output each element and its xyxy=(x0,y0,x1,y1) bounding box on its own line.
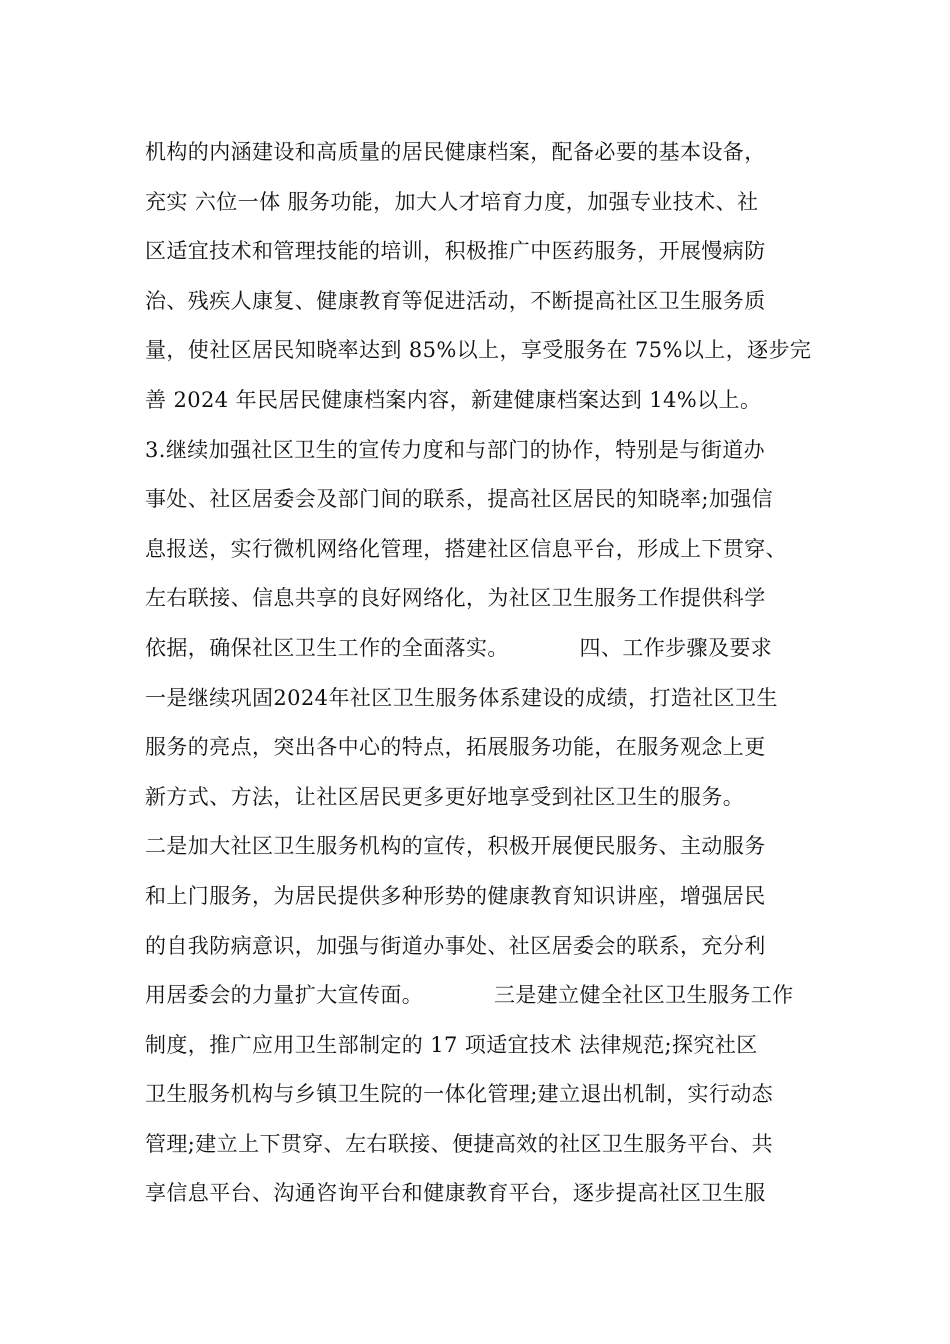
text-line: 和上门服务，为居民提供多种形势的健康教育知识讲座，增强居民 xyxy=(145,883,766,908)
text-line: 治、残疾人康复、健康教育等促进活动，不断提高社区卫生服务质 xyxy=(145,288,766,313)
text-line: 善 2024 年民居民健康档案内容，新建健康档案达到 14%以上。 xyxy=(145,387,762,412)
text-line: 事处、社区居委会及部门间的联系，提高社区居民的知晓率;加强信 xyxy=(145,487,774,512)
text-line: 量，使社区居民知晓率达到 85%以上，享受服务在 75%以上，逐步完 xyxy=(145,338,812,363)
text-line: 机构的内涵建设和高质量的居民健康档案，配备必要的基本设备， xyxy=(145,140,766,164)
text-line: 服务的亮点，突出各中心的特点，拓展服务功能，在服务观念上更 xyxy=(145,735,766,760)
text-line: 的自我防病意识，加强与街道办事处、社区居委会的联系，充分利 xyxy=(145,933,766,958)
text-line: 制度，推广应用卫生部制定的 17 项适宜技术 法律规范;探究社区 xyxy=(145,1032,758,1057)
text-line: 管理;建立上下贯穿、左右联接、便捷高效的社区卫生服务平台、共 xyxy=(145,1131,774,1156)
text-line: 卫生服务机构与乡镇卫生院的一体化管理;建立退出机制，实行动态 xyxy=(145,1082,774,1107)
body-text xyxy=(145,128,825,1219)
text-line: 用居委会的力量扩大宣传面。 三是建立健全社区卫生服务工作 xyxy=(145,983,794,1008)
text-line: 新方式、方法，让社区居民更多更好地享受到社区卫生的服务。 xyxy=(145,784,745,809)
text-line: 一是继续巩固2024年社区卫生服务体系建设的成绩，打造社区卫生 xyxy=(145,685,778,710)
text-line: 息报送，实行微机网络化管理，搭建社区信息平台，形成上下贯穿、 xyxy=(145,536,787,561)
text-line: 3.继续加强社区卫生的宣传力度和与部门的协作，特别是与街道办 xyxy=(145,437,766,462)
text-line: 区适宜技术和管理技能的培训，积极推广中医药服务，开展慢病防 xyxy=(145,239,766,264)
text-line: 充实 六位一体 服务功能，加大人才培育力度，加强专业技术、社 xyxy=(145,189,759,214)
text-line: 依据，确保社区卫生工作的全面落实。 四、工作步骤及要求 xyxy=(145,635,773,660)
text-line: 左右联接、信息共享的良好网络化，为社区卫生服务工作提供科学 xyxy=(145,586,766,611)
text-line: 享信息平台、沟通咨询平台和健康教育平台，逐步提高社区卫生服 xyxy=(145,1181,766,1206)
text-line: 二是加大社区卫生服务机构的宣传，积极开展便民服务、主动服务 xyxy=(145,834,766,859)
